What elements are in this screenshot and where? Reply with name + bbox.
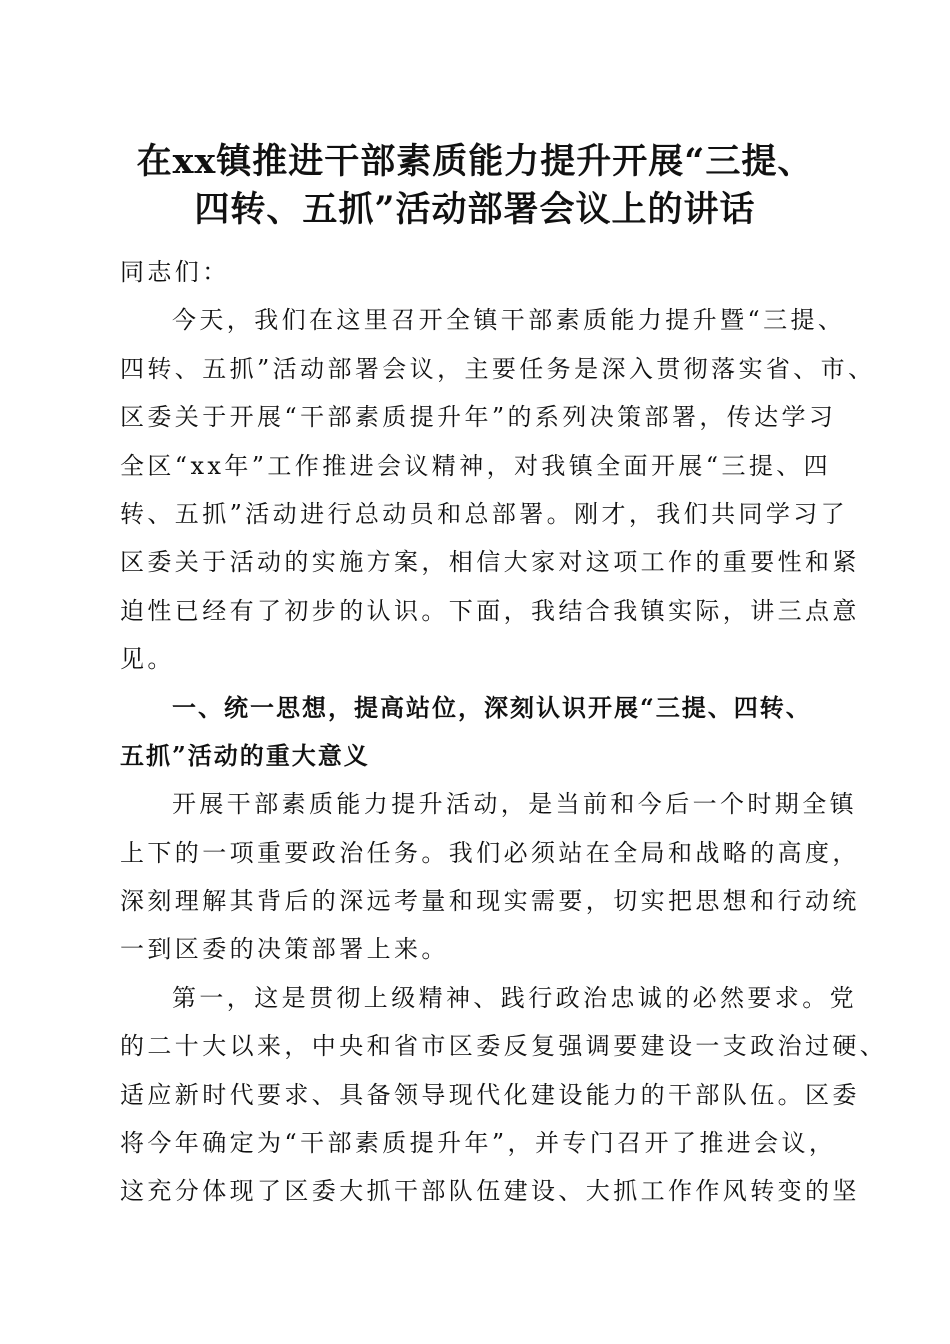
paragraph-line: 一到区委的决策部署上来。 [120, 935, 449, 964]
paragraph-line: 今天，我们在这里召开全镇干部素质能力提升暨“三提、 [172, 306, 846, 335]
section-heading-line: 一、统一思想，提高站位，深刻认识开展“三提、四转、 [172, 692, 812, 722]
paragraph-line: 见。 [120, 645, 175, 674]
title-line: 四转、五抓”活动部署会议上的讲话 [194, 189, 756, 230]
paragraph-line: 转、五抓”活动进行总动员和总部署。刚才，我们共同学习了 [120, 499, 849, 528]
paragraph-line: 的二十大以来，中央和省市区委反复强调要建设一支政治过硬、 [120, 1032, 888, 1061]
paragraph-line: 迫性已经有了初步的认识。下面，我结合我镇实际，讲三点意 [120, 596, 860, 625]
paragraph-line: 开展干部素质能力提升活动，是当前和今后一个时期全镇 [172, 790, 857, 819]
document-title [80, 138, 870, 234]
paragraph-line: 四转、五抓”活动部署会议，主要任务是深入贯彻落实省、市、 [120, 354, 876, 383]
paragraph-line: 区委关于开展“干部素质提升年”的系列决策部署，传达学习 [120, 403, 837, 432]
paragraph-line: 这充分体现了区委大抓干部队伍建设、大抓工作作风转变的坚 [120, 1177, 860, 1206]
title-line: 在xx镇推进干部素质能力提升开展“三提、 [136, 141, 814, 182]
paragraph-line: 第一，这是贯彻上级精神、践行政治忠诚的必然要求。党 [172, 983, 857, 1012]
salutation: 同志们： [120, 258, 230, 286]
document-body [120, 248, 888, 1216]
paragraph-line: 适应新时代要求、具备领导现代化建设能力的干部队伍。区委 [120, 1080, 860, 1109]
paragraph-line: 将今年确定为“干部素质提升年”，并专门召开了推进会议， [120, 1129, 837, 1158]
paragraph-line: 区委关于活动的实施方案，相信大家对这项工作的重要性和紧 [120, 548, 860, 577]
section-heading-line: 五抓”活动的重大意义 [120, 740, 370, 770]
paragraph-line: 深刻理解其背后的深远考量和现实需要，切实把思想和行动统 [120, 887, 860, 916]
paragraph-line: 上下的一项重要政治任务。我们必须站在全局和战略的高度， [120, 838, 860, 867]
paragraph-line: 全区“xx年”工作推进会议精神，对我镇全面开展“三提、四 [120, 451, 832, 480]
